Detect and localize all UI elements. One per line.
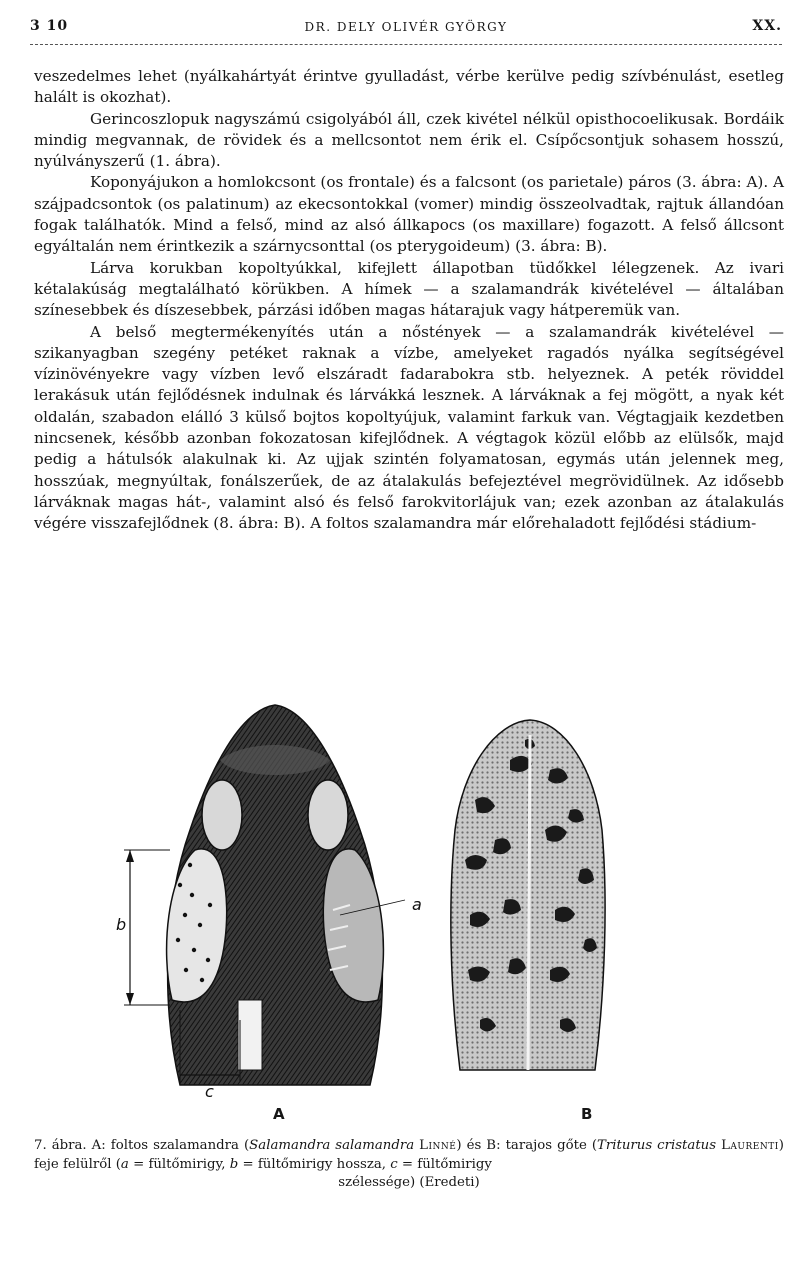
caption-text: = fültőmirigy,	[128, 1156, 230, 1172]
newt-head-drawing	[451, 720, 605, 1070]
figure-caption	[34, 1137, 784, 1193]
paragraph: Gerincoszlopuk nagyszámú csigolyából áll, czek kivétel nélkül opisthocoelikusak. Bordáik mindig megvannak, de rövidek és a mellcsontot nem érik el. Csípőcsontjuk sohasem hosszú, nyúlványszerű (1. ábra).	[34, 109, 784, 171]
caption-variable: a	[120, 1156, 129, 1172]
paragraph: Koponyájukon a homlokcsont (os frontale) és a falcsont (os parietale) páros (3. ábra: A). A szájpadcsontok (os palatinum) az ekecsontokkal (vomer) mindig összeolvadtak, rajtuk állandóan fogak találhatók. Mind a felső, mind az alsó állkapocs (os maxillare) fogazott. A felső állcsont egyáltalán nem érintkezik a szárnycsonttal (os pterygoideum) (3. ábra: B).	[34, 173, 784, 256]
caption-variable: b	[229, 1156, 239, 1172]
dimension-label-c: c	[205, 1082, 214, 1101]
species-name: Triturus cristatus	[597, 1138, 717, 1153]
figure-illustration	[116, 700, 650, 1101]
panel-label-b: B	[581, 1105, 593, 1123]
caption-last-line: szélessége) (Eredeti)	[338, 1175, 480, 1190]
caption-text: ) feje felülről (	[34, 1138, 784, 1172]
body-text	[34, 66, 784, 535]
dimension-label-b: b	[116, 915, 127, 934]
species-name: Salamandra salamandra	[249, 1138, 415, 1153]
figure-7	[116, 700, 650, 1101]
chapter-number: XX.	[752, 18, 782, 34]
species-author: Laurenti	[721, 1138, 779, 1153]
caption-text: ) és B: tarajos gőte (	[456, 1138, 598, 1153]
paragraph: Lárva korukban kopoltyúkkal, kifejlett állapotban tüdőkkel lélegzenek. Az ivari kétalakúság megtalálható körükben. A hímek — a szalamandrák kivételével — általában színesebbek és díszesebbek, párzási időben magas hátarajuk vagy hátperemük van.	[34, 258, 784, 320]
caption-variable: c	[390, 1156, 398, 1172]
paragraph: A belső megtermékenyítés után a nőstények — a szalamandrák kivételével — szikanyagban szegény petéket raknak a vízbe, amelyeket ragadós nyálka segítségével vízinövényekre vagy vízben levő elszáradt fadarabokra stb. helyeznek. A peték röviddel lerakásuk után fejlődésnek indulnak és lárvákká lesznek. A lárváknak a fej mögött, a nyak két oldalán, szabadon elálló 3 külső bojtos kopoltyújuk, valamint farkuk van. Végtagjaik kezdetben nincsenek, később azonban fokozatosan kifejlődnek. A végtagok közül előbb az elülsők, majd pedig a hátulsók alakulnak ki. Az ujjak szintén folyamatosan, egymás után jelennek meg, hosszúak, megnyúltak, fonálszerűek, de az átalakulás befejeztével megrövidülnek. Az idősebb lárváknak magas hát-, valamint alsó és felső farokvitorlájuk van; ezek azonban az átalakulás végére visszafejlődnek (8. ábra: B). A foltos szalamandra már előrehaladott fejlődési stádium-	[34, 322, 784, 533]
caption-text: = fültőmirigy hossza,	[238, 1156, 391, 1172]
page-number: 3 10	[30, 18, 69, 34]
species-author: Linné	[419, 1138, 457, 1153]
salamander-head-drawing	[124, 705, 405, 1085]
panel-label-a: A	[273, 1105, 285, 1123]
running-head-author: DR. DELY OLIVÉR GYÖRGY	[304, 20, 508, 34]
caption-text: = fültőmirigy	[397, 1156, 492, 1172]
running-head	[30, 18, 782, 45]
paragraph: veszedelmes lehet (nyálkahártyát érintve gyulladást, vérbe kerülve pedig szívbénulást, esetleg halált is okozhat).	[34, 67, 784, 107]
gland-label-a: a	[412, 895, 422, 914]
caption-text: 7. ábra. A: foltos szalamandra (	[34, 1138, 250, 1153]
